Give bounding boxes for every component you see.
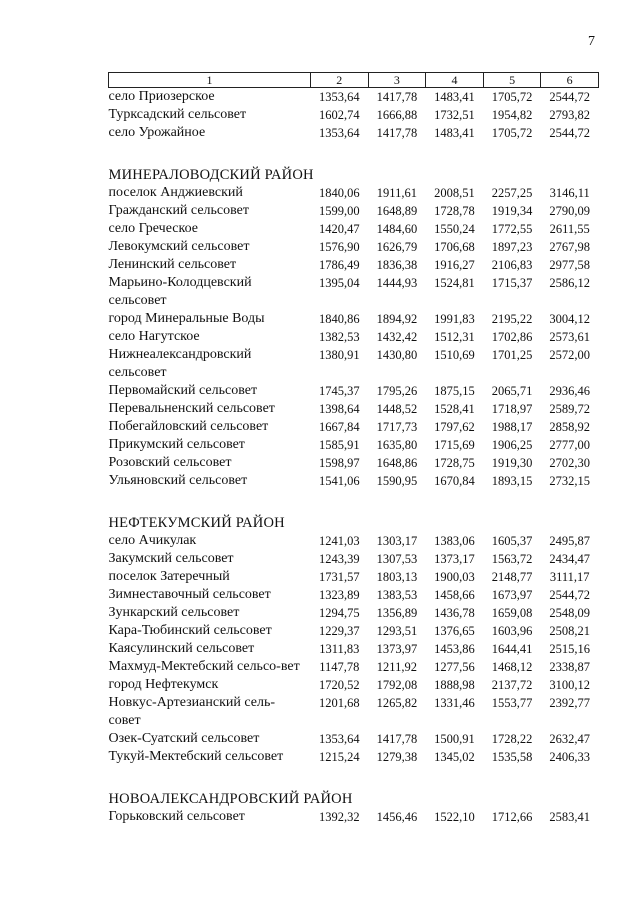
value-cell: 1453,86 xyxy=(434,642,475,656)
value-cell: 1888,98 xyxy=(434,678,475,692)
value-cell: 2257,25 xyxy=(491,186,533,200)
settlement-name: Ленинский сельсовет xyxy=(108,257,237,272)
value-cell: 1265,82 xyxy=(376,696,418,710)
value-cell: 2793,82 xyxy=(549,108,590,122)
table-row xyxy=(109,106,599,124)
value-cell: 2583,41 xyxy=(549,810,590,824)
value-cell: 2195,22 xyxy=(491,312,533,326)
value-cell: 1430,80 xyxy=(376,348,418,362)
settlement-name: поселок Анджиевский xyxy=(108,185,243,200)
value-cell: 1345,02 xyxy=(434,750,475,764)
table-row xyxy=(109,658,599,676)
value-cell: 1706,68 xyxy=(434,240,475,254)
value-cell: 1728,22 xyxy=(491,732,533,746)
value-cell: 1483,41 xyxy=(434,90,475,104)
page-number: 7 xyxy=(588,34,595,49)
value-cell: 1644,41 xyxy=(491,642,533,656)
settlement-name: село Греческое xyxy=(108,221,198,236)
value-cell: 1215,24 xyxy=(318,750,360,764)
settlement-name: село Нагутское xyxy=(108,329,200,344)
value-cell: 2767,98 xyxy=(549,240,590,254)
header-cell: 6 xyxy=(541,73,599,88)
settlement-name: Махмуд-Мектебский сельсо-вет xyxy=(108,659,300,674)
table-row xyxy=(109,532,599,550)
settlement-name: Перевальненский сельсовет xyxy=(108,401,275,416)
value-cell: 2106,83 xyxy=(491,258,533,272)
value-cell: 2148,77 xyxy=(491,570,533,584)
section-heading-row xyxy=(109,490,599,532)
value-cell: 1528,41 xyxy=(434,402,475,416)
value-cell: 2611,55 xyxy=(549,222,590,236)
value-cell: 1277,56 xyxy=(434,660,475,674)
value-cell: 1715,69 xyxy=(434,438,475,452)
settlement-name: Закумский сельсовет xyxy=(108,551,234,566)
value-cell: 1988,17 xyxy=(491,420,533,434)
value-cell: 2777,00 xyxy=(549,438,590,452)
value-cell: 1147,78 xyxy=(319,660,360,674)
value-cell: 1717,73 xyxy=(376,420,418,434)
value-cell: 2065,71 xyxy=(491,384,533,398)
settlement-name: Прикумский сельсовет xyxy=(108,437,245,452)
value-cell: 1897,23 xyxy=(491,240,533,254)
value-cell: 1590,95 xyxy=(376,474,418,488)
value-cell: 1576,90 xyxy=(318,240,360,254)
value-cell: 1553,77 xyxy=(491,696,533,710)
value-cell: 1468,12 xyxy=(491,660,533,674)
value-cell: 1510,69 xyxy=(434,348,475,362)
table-row xyxy=(109,220,599,238)
value-cell: 1417,78 xyxy=(376,732,418,746)
value-cell: 1667,84 xyxy=(318,420,360,434)
value-cell: 1603,96 xyxy=(491,624,533,638)
value-cell: 1792,08 xyxy=(376,678,418,692)
value-cell: 2508,21 xyxy=(549,624,590,638)
value-cell: 1373,97 xyxy=(376,642,418,656)
table-row xyxy=(109,748,599,766)
table-row xyxy=(109,202,599,220)
value-cell: 2936,46 xyxy=(549,384,590,398)
value-cell: 1353,64 xyxy=(318,90,360,104)
settlement-name: Каясулинский сельсовет xyxy=(108,641,255,656)
value-cell: 1954,82 xyxy=(491,108,533,122)
value-cell: 1550,24 xyxy=(434,222,475,236)
value-cell: 1380,91 xyxy=(318,348,360,362)
value-cell: 1919,34 xyxy=(491,204,533,218)
table-row xyxy=(109,622,599,640)
value-cell: 2702,30 xyxy=(549,456,590,470)
value-cell: 1673,97 xyxy=(491,588,533,602)
header-cell: 2 xyxy=(311,73,369,88)
value-cell: 1541,06 xyxy=(318,474,360,488)
value-cell: 1211,92 xyxy=(376,660,417,674)
table-row xyxy=(109,586,599,604)
settlement-name: город Минеральные Воды xyxy=(108,311,265,326)
value-cell: 2406,33 xyxy=(549,750,590,764)
value-cell: 1382,53 xyxy=(318,330,360,344)
table-row xyxy=(109,436,599,454)
value-cell: 1436,78 xyxy=(434,606,475,620)
table-row xyxy=(109,124,599,142)
value-cell: 1797,62 xyxy=(434,420,475,434)
value-cell: 1563,72 xyxy=(491,552,533,566)
value-cell: 1599,00 xyxy=(318,204,360,218)
value-cell: 2573,61 xyxy=(549,330,590,344)
section-heading: НОВОАЛЕКСАНДРОВСКИЙ РАЙОН xyxy=(108,791,353,807)
settlement-name: Зункарский сельсовет xyxy=(108,605,240,620)
table-header xyxy=(109,73,599,88)
value-cell: 2137,72 xyxy=(491,678,533,692)
value-cell: 1331,46 xyxy=(434,696,475,710)
table-row xyxy=(109,310,599,328)
value-cell: 2632,47 xyxy=(549,732,590,746)
value-cell: 1201,68 xyxy=(318,696,360,710)
value-cell: 1712,66 xyxy=(491,810,533,824)
value-cell: 3111,17 xyxy=(549,570,590,584)
table-row xyxy=(109,256,599,274)
value-cell: 1702,86 xyxy=(491,330,533,344)
section-heading-row xyxy=(109,142,599,184)
value-cell: 2434,47 xyxy=(549,552,590,566)
value-cell: 3146,11 xyxy=(549,186,590,200)
value-cell: 1840,86 xyxy=(318,312,360,326)
settlement-name: Побегайловский сельсовет xyxy=(108,419,269,434)
header-cell: 4 xyxy=(426,73,484,88)
settlement-name: Нижнеалександровский сельсовет xyxy=(108,347,252,380)
table-row xyxy=(109,472,599,490)
table-row xyxy=(109,604,599,622)
settlement-name: поселок Затеречный xyxy=(108,569,230,584)
value-cell: 1229,37 xyxy=(318,624,360,638)
settlement-name: Гражданский сельсовет xyxy=(108,203,249,218)
header-cell: 1 xyxy=(109,73,311,88)
value-cell: 1353,64 xyxy=(318,126,360,140)
value-cell: 1894,92 xyxy=(376,312,418,326)
value-cell: 1840,06 xyxy=(318,186,360,200)
value-cell: 1786,49 xyxy=(318,258,360,272)
value-cell: 2977,58 xyxy=(549,258,590,272)
value-cell: 1417,78 xyxy=(376,126,418,140)
tariff-table-container xyxy=(108,72,598,826)
value-cell: 1303,17 xyxy=(376,534,418,548)
value-cell: 1991,83 xyxy=(434,312,475,326)
value-cell: 1432,42 xyxy=(376,330,418,344)
value-cell: 1875,15 xyxy=(434,384,475,398)
value-cell: 1803,13 xyxy=(376,570,418,584)
value-cell: 1353,64 xyxy=(318,732,360,746)
settlement-name: Розовский сельсовет xyxy=(108,455,232,470)
table-row xyxy=(109,346,599,382)
value-cell: 1731,57 xyxy=(318,570,360,584)
value-cell: 1484,60 xyxy=(376,222,418,236)
value-cell: 2858,92 xyxy=(549,420,590,434)
table-row xyxy=(109,640,599,658)
value-cell: 1836,38 xyxy=(376,258,418,272)
table-row xyxy=(109,550,599,568)
value-cell: 1772,55 xyxy=(491,222,533,236)
settlement-name: город Нефтекумск xyxy=(108,677,219,692)
value-cell: 1728,78 xyxy=(434,204,475,218)
value-cell: 1535,58 xyxy=(491,750,533,764)
value-cell: 1598,97 xyxy=(318,456,360,470)
table-row xyxy=(109,382,599,400)
settlement-name: Тукуй-Мектебский сельсовет xyxy=(108,749,284,764)
value-cell: 1383,06 xyxy=(434,534,475,548)
value-cell: 1728,75 xyxy=(434,456,475,470)
value-cell: 1906,25 xyxy=(491,438,533,452)
value-cell: 2008,51 xyxy=(434,186,475,200)
value-cell: 1417,78 xyxy=(376,90,418,104)
value-cell: 1626,79 xyxy=(376,240,418,254)
section-heading: НЕФТЕКУМСКИЙ РАЙОН xyxy=(108,515,285,531)
value-cell: 1392,32 xyxy=(318,810,360,824)
table-body xyxy=(109,88,599,827)
value-cell: 1916,27 xyxy=(434,258,475,272)
value-cell: 1911,61 xyxy=(376,186,417,200)
value-cell: 1420,47 xyxy=(318,222,360,236)
value-cell: 1456,46 xyxy=(376,810,418,824)
value-cell: 2790,09 xyxy=(549,204,590,218)
value-cell: 1307,53 xyxy=(376,552,418,566)
value-cell: 1444,93 xyxy=(376,276,418,290)
table-row xyxy=(109,184,599,202)
value-cell: 1701,25 xyxy=(491,348,533,362)
table-row xyxy=(109,400,599,418)
value-cell: 2338,87 xyxy=(549,660,590,674)
value-cell: 2515,16 xyxy=(549,642,590,656)
value-cell: 1670,84 xyxy=(434,474,475,488)
value-cell: 2586,12 xyxy=(549,276,590,290)
value-cell: 1635,80 xyxy=(376,438,418,452)
value-cell: 1483,41 xyxy=(434,126,475,140)
value-cell: 1605,37 xyxy=(491,534,533,548)
section-heading-row xyxy=(109,766,599,808)
settlement-name: Ульяновский сельсовет xyxy=(108,473,248,488)
settlement-name: Левокумский сельсовет xyxy=(108,239,250,254)
tariff-table xyxy=(108,72,599,826)
settlement-name: Марьино-Колодцевский сельсовет xyxy=(108,275,252,308)
value-cell: 1458,66 xyxy=(434,588,475,602)
value-cell: 2732,15 xyxy=(549,474,590,488)
value-cell: 1395,04 xyxy=(318,276,360,290)
value-cell: 1356,89 xyxy=(376,606,418,620)
header-cell: 3 xyxy=(368,73,426,88)
value-cell: 1715,37 xyxy=(491,276,533,290)
settlement-name: село Урожайное xyxy=(108,125,206,140)
value-cell: 2589,72 xyxy=(549,402,590,416)
value-cell: 2495,87 xyxy=(549,534,590,548)
value-cell: 1745,37 xyxy=(318,384,360,398)
table-row xyxy=(109,676,599,694)
table-row xyxy=(109,274,599,310)
value-cell: 3100,12 xyxy=(549,678,590,692)
value-cell: 1294,75 xyxy=(318,606,360,620)
value-cell: 1666,88 xyxy=(376,108,418,122)
value-cell: 1585,91 xyxy=(318,438,360,452)
table-row xyxy=(109,238,599,256)
value-cell: 2548,09 xyxy=(549,606,590,620)
value-cell: 1720,52 xyxy=(318,678,360,692)
value-cell: 1648,89 xyxy=(376,204,418,218)
table-row xyxy=(109,454,599,472)
value-cell: 1659,08 xyxy=(491,606,533,620)
settlement-name: Новкус-Артезианский сель-совет xyxy=(108,695,275,728)
value-cell: 1648,86 xyxy=(376,456,418,470)
value-cell: 2544,72 xyxy=(549,588,590,602)
value-cell: 1323,89 xyxy=(318,588,360,602)
value-cell: 1705,72 xyxy=(491,126,533,140)
table-row xyxy=(109,568,599,586)
value-cell: 1376,65 xyxy=(434,624,475,638)
settlement-name: Первомайский сельсовет xyxy=(108,383,258,398)
value-cell: 1311,83 xyxy=(319,642,360,656)
value-cell: 1705,72 xyxy=(491,90,533,104)
settlement-name: Горьковский сельсовет xyxy=(108,809,245,824)
value-cell: 2572,00 xyxy=(549,348,590,362)
value-cell: 2544,72 xyxy=(549,90,590,104)
value-cell: 1373,17 xyxy=(434,552,475,566)
settlement-name: Кара-Тюбинский сельсовет xyxy=(108,623,272,638)
value-cell: 3004,12 xyxy=(549,312,590,326)
table-row xyxy=(109,730,599,748)
settlement-name: Зимнеставочный сельсовет xyxy=(108,587,271,602)
value-cell: 2544,72 xyxy=(549,126,590,140)
value-cell: 1243,39 xyxy=(318,552,360,566)
value-cell: 1448,52 xyxy=(376,402,418,416)
settlement-name: Озек-Суатский сельсовет xyxy=(108,731,260,746)
value-cell: 1602,74 xyxy=(318,108,360,122)
value-cell: 2392,77 xyxy=(549,696,590,710)
header-cell: 5 xyxy=(483,73,541,88)
table-row xyxy=(109,808,599,826)
value-cell: 1500,91 xyxy=(434,732,475,746)
value-cell: 1398,64 xyxy=(318,402,360,416)
settlement-name: село Приозерское xyxy=(108,89,215,104)
value-cell: 1718,97 xyxy=(491,402,533,416)
settlement-name: Турксадский сельсовет xyxy=(108,107,247,122)
value-cell: 1241,03 xyxy=(318,534,360,548)
value-cell: 1893,15 xyxy=(491,474,533,488)
value-cell: 1795,26 xyxy=(376,384,418,398)
value-cell: 1383,53 xyxy=(376,588,418,602)
table-row xyxy=(109,88,599,107)
value-cell: 1732,51 xyxy=(434,108,475,122)
value-cell: 1293,51 xyxy=(376,624,418,638)
value-cell: 1279,38 xyxy=(376,750,418,764)
value-cell: 1512,31 xyxy=(434,330,475,344)
value-cell: 1522,10 xyxy=(434,810,475,824)
section-heading: МИНЕРАЛОВОДСКИЙ РАЙОН xyxy=(108,167,314,183)
value-cell: 1919,30 xyxy=(491,456,533,470)
table-row xyxy=(109,694,599,730)
table-row xyxy=(109,418,599,436)
value-cell: 1524,81 xyxy=(434,276,475,290)
table-row xyxy=(109,328,599,346)
settlement-name: село Ачикулак xyxy=(108,533,197,548)
value-cell: 1900,03 xyxy=(434,570,475,584)
